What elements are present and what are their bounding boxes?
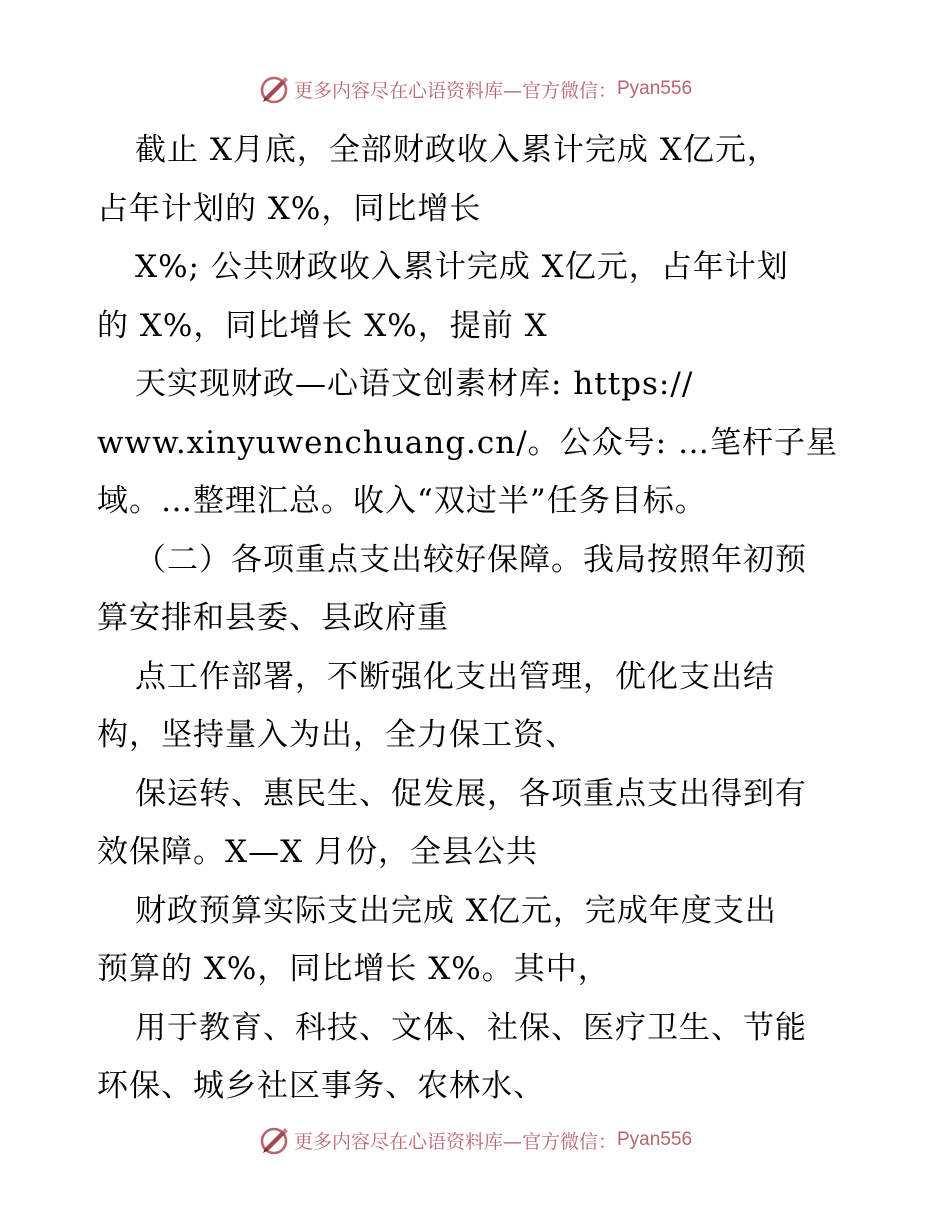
body-line: 效保障。X—X 月份，全县公共	[97, 834, 538, 870]
body-line: 预算的 X%，同比增长 X%。其中，	[97, 951, 610, 987]
body-line: 算安排和县委、县政府重	[97, 600, 449, 636]
footer-wechat-id: Pyan556	[617, 1129, 693, 1150]
pen-circle-logo-icon	[258, 73, 290, 105]
body-line: 的 X%，同比增长 X%，提前 X	[97, 307, 548, 344]
body-line: 点工作部署，不断强化支出管理，优化支出结	[135, 658, 775, 695]
body-line: 财政预算实际支出完成 X亿元，完成年度支出	[135, 892, 777, 929]
header-banner	[0, 71, 950, 107]
body-line: 域。…整理汇总。收入“双过半”任务目标。	[97, 483, 707, 519]
body-line: 天实现财政—心语文创素材库: https://	[135, 366, 694, 402]
document-body	[97, 121, 867, 1116]
body-line: 截止 X月底，全部财政收入累计完成 X亿元，	[135, 132, 779, 168]
footer-banner-text: 更多内容尽在心语资料库—官方微信：	[293, 1130, 617, 1153]
header-banner-text: 更多内容尽在心语资料库—官方微信：	[293, 79, 617, 102]
footer-banner	[0, 1122, 950, 1158]
body-line: www.xinyuwenchuang.cn/。公众号: …笔杆子星	[97, 424, 838, 461]
body-line: 占年计划的 X%，同比增长	[97, 190, 482, 227]
body-line: （二）各项重点支出较好保障。我局按照年初预	[135, 541, 807, 578]
body-line: X%; 公共财政收入累计完成 X亿元，占年计划	[135, 249, 789, 285]
body-line: 保运转、惠民生、促发展，各项重点支出得到有	[135, 775, 807, 812]
header-wechat-id: Pyan556	[617, 78, 693, 99]
body-line: 环保、城乡社区事务、农林水、	[97, 1068, 545, 1104]
body-line: 构，坚持量入为出，全力保工资、	[97, 717, 577, 753]
pen-circle-logo-icon	[258, 1124, 290, 1156]
body-line: 用于教育、科技、文体、社保、医疗卫生、节能	[135, 1009, 807, 1046]
